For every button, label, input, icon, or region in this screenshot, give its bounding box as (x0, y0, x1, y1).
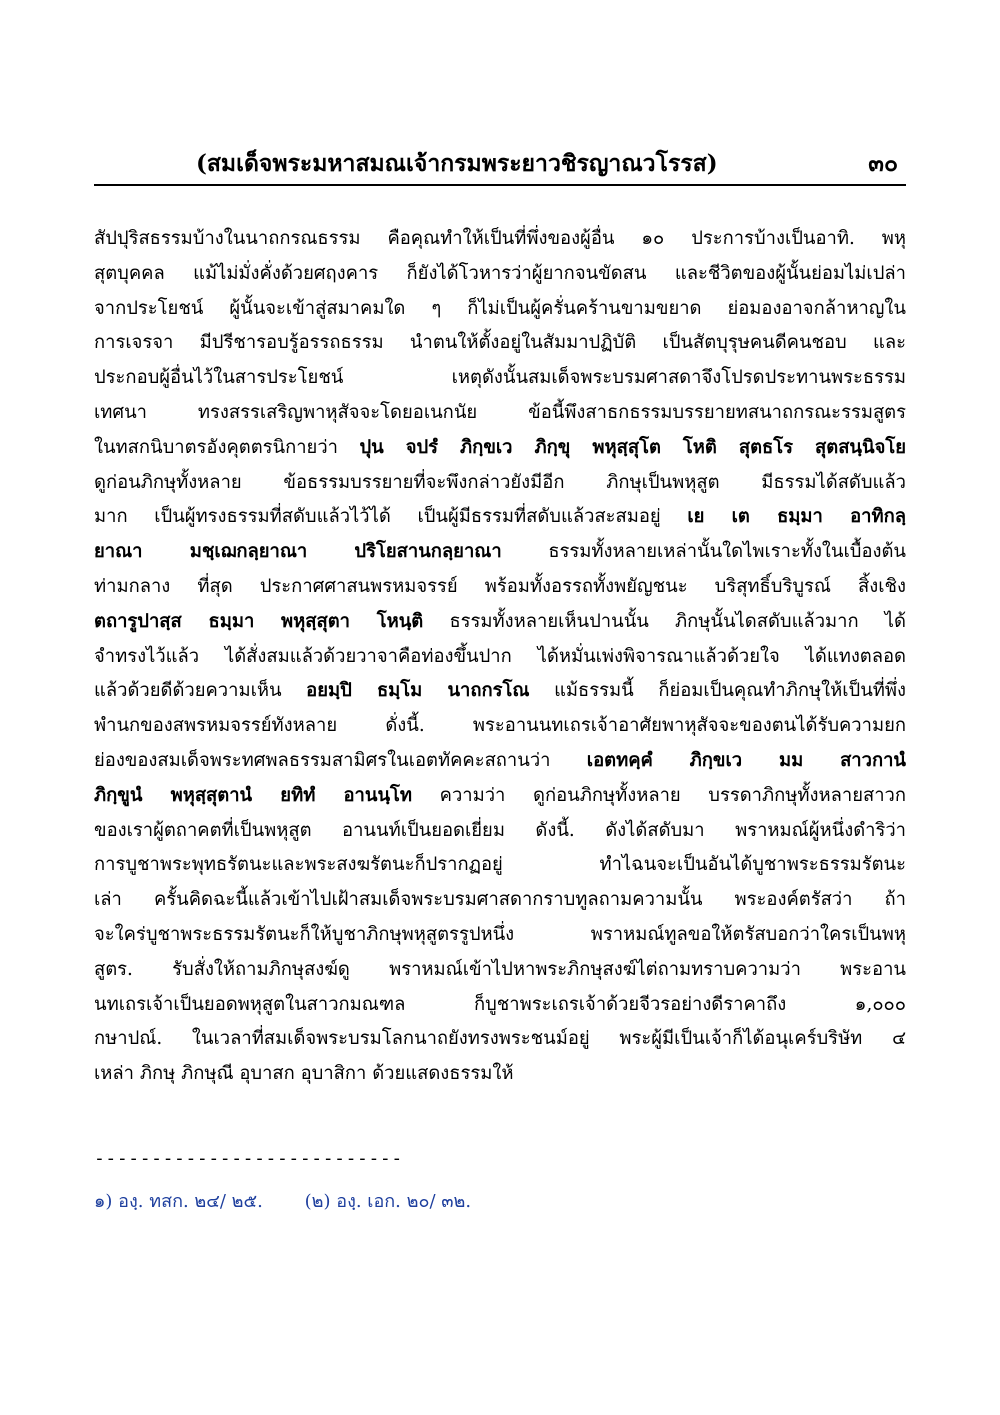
text-segment: การบูชาพระพุทธรัตนะและพระสงฆรัตนะก็ปรากฏอยู่ ทำไฉนจะเป็นอันได้บูชาพระธรรมรัตนะ (94, 854, 906, 876)
text-line (94, 361, 906, 396)
pali-quote: เย เต ธมฺมา อาทิกลฺ (687, 506, 906, 528)
text-segment: จากประโยชน์ ผู้นั้นจะเข้าสู่สมาคมใด ๆ ก็ไม่เป็นผู้ครั่นคร้านขามขยาด ย่อมองอาจกล้าหาญใน (94, 297, 906, 319)
text-line (94, 1022, 906, 1057)
text-line (94, 918, 906, 953)
pali-quote: อยมฺปิ ธมฺโม นาถกรโณ (306, 680, 530, 702)
text-segment: เล่า ครั้นคิดฉะนี้แล้วเข้าไปเฝ้าสมเด็จพระบรมศาสดากราบทูลถามความนั้น พระองค์ตรัสว่า ถ้า (94, 889, 906, 911)
footnotes (94, 1186, 507, 1215)
pali-quote: เอตทคฺคํ ภิกฺขเว มม สาวกานํ (586, 749, 906, 771)
pali-quote: ภิกฺขูนํ พหุสฺสุตานํ ยทิทํ อานนฺโท (94, 784, 413, 806)
running-title: (สมเด็จพระมหาสมณเจ้ากรมพระยาวชิรญาณวโรรส) (196, 150, 718, 177)
text-line (94, 292, 906, 327)
text-line (94, 953, 906, 988)
text-segment: แล้วด้วยดีด้วยความเห็น (94, 680, 307, 702)
text-line (94, 257, 906, 292)
text-segment: สุตบุคคล แม้ไม่มั่งคั่งด้วยศฤงคาร ก็ยังได้โวหารว่าผู้ยากจนขัดสน และชีวิตของผู้นั้นย่อมไม่เปล่า (94, 262, 906, 284)
text-segment: ท่ามกลาง ที่สุด ประกาศศาสนพรหมจรรย์ พร้อมทั้งอรรถทั้งพยัญชนะ บริสุทธิ์บริบูรณ์ สิ้งเชิง (94, 575, 906, 597)
text-line (94, 1057, 906, 1092)
text-line (94, 988, 906, 1023)
pali-quote: ยาณา มชฺเฌกลฺยาณา ปริโยสานกลฺยาณา (94, 541, 502, 563)
footnote-separator: --------------------------- (94, 1148, 403, 1169)
text-segment: การเจรจา มีปรีชารอบรู้อรรถธรรม นำตนให้ตั้งอยู่ในสัมมาปฏิบัติ เป็นสัตบุรุษคนดีคนชอบ และ (94, 332, 906, 354)
text-segment: เทศนา ทรงสรรเสริญพาหุสัจจะโดยอเนกนัย ข้อนี้พึงสาธกธรรมบรรยายทสนาถกรณะรรมสูตร (94, 401, 906, 423)
pali-quote: ตถารูปาสฺส ธมฺมา พหุสฺสุตา โหนฺติ (94, 610, 424, 632)
text-line (94, 883, 906, 918)
text-segment: ในทสกนิบาตรอังคุตตรนิกายว่า (94, 436, 360, 458)
text-line (94, 779, 906, 814)
text-segment: พำนกของสพรหมจรรย์ทังหลาย ดั่งนี้. พระอานนทเถรเจ้าอาศัยพาหุสัจจะของตนได้รับความยก (94, 715, 906, 737)
text-segment: เหล่า ภิกษุ ภิกษุณี อุบาสก อุบาสิกา ด้วยแสดงธรรมให้ (94, 1063, 514, 1085)
footnote-1: ๑) องฺ. ทสก. ๒๔/ ๒๕. (94, 1191, 263, 1212)
text-line (94, 848, 906, 883)
text-line (94, 605, 906, 640)
text-line (94, 570, 906, 605)
text-segment: จะใคร่บูชาพระธรรมรัตนะก็ให้บูชาภิกษุพหุสูตรรูปหนึ่ง พราหมณ์ทูลขอให้ตรัสบอกว่าใครเป็นพหุ (94, 923, 906, 945)
text-segment: ธรรมทั้งหลายเห็นปานนั้น ภิกษุนั้นไดสดับแล้วมาก ได้ (423, 610, 906, 632)
text-segment: แม้ธรรมนี้ ก็ย่อมเป็นคุณทำภิกษุให้เป็นที่พึ่ง (529, 680, 906, 702)
text-segment: ดูก่อนภิกษุทั้งหลาย ข้อธรรมบรรยายที่จะพึงกล่าวยังมีอีก ภิกษุเป็นพหุสูต มีธรรมได้สดับแล้ว (94, 471, 906, 493)
text-segment: ของเราผู้ตถาคตที่เป็นพหุสูต อานนท์เป็นยอดเยี่ยม ดังนี้. ดังได้สดับมา พราหมณ์ผู้หนึ่งดำริว่า (94, 819, 906, 841)
text-segment: กษาปณ์. ในเวลาที่สมเด็จพระบรมโลกนาถยังทรงพระชนม์อยู่ พระผู้มีเป็นเจ้าก็ได้อนุเคร์บริษัท ๔ (94, 1028, 906, 1050)
footnote-2: (๒) องฺ. เอก. ๒๐/ ๓๒. (304, 1191, 472, 1212)
body-paragraph (94, 222, 906, 1092)
text-line (94, 674, 906, 709)
text-line (94, 431, 906, 466)
text-line (94, 640, 906, 675)
text-segment: ความว่า ดูก่อนภิกษุทั้งหลาย บรรดาภิกษุทั้งหลายสาวก (412, 784, 906, 806)
pali-quote: ปุน จปรํ ภิกฺขเว ภิกฺขุ พหุสฺสุโต โหติ สุตธโร สุตสนฺนิจโย (359, 436, 906, 458)
text-line (94, 396, 906, 431)
text-line (94, 709, 906, 744)
text-segment: ย่องของสมเด็จพระทศพลธรรมสามิศรในเอตทัคคะสถานว่า (94, 749, 587, 771)
text-segment: นทเถรเจ้าเป็นยอดพหุสูตในสาวกมณฑล ก็บูชาพระเถรเจ้าด้วยจีวรอย่างดีราคาถึง ๑,๐๐๐ (94, 993, 906, 1015)
text-segment: มาก เป็นผู้ทรงธรรมที่สดับแล้วไว้ได้ เป็นผู้มีธรรมที่สดับแล้วสะสมอยู่ (94, 506, 688, 528)
text-segment: สูตร. รับสั่งให้ถามภิกษุสงฆ์ดู พราหมณ์เข้าไปหาพระภิกษุสงฆ์ไต่ถามทราบความว่า พระอาน (94, 958, 906, 980)
text-line (94, 500, 906, 535)
text-segment: สัปปุริสธรรมบ้างในนาถกรณธรรม คือคุณทำให้เป็นที่พึ่งของผู้อื่น ๑๐ ประการบ้างเป็นอาทิ. พหุ (94, 228, 906, 249)
running-header (94, 144, 906, 186)
text-line (94, 466, 906, 501)
page-number: ๓๐ (868, 150, 898, 177)
text-line (94, 222, 906, 257)
text-segment: ธรรมทั้งหลายเหล่านั้นใดไพเราะทั้งในเบื้องต้น (501, 541, 906, 563)
text-line (94, 326, 906, 361)
text-line (94, 535, 906, 570)
text-line (94, 814, 906, 849)
text-segment: ประกอบผู้อื่นไว้ในสารประโยชน์ เหตุดังนั้นสมเด็จพระบรมศาสดาจึงโปรดประทานพระธรรม (94, 367, 906, 389)
text-line (94, 744, 906, 779)
text-segment: จำทรงไว้แล้ว ได้สั่งสมแล้วด้วยวาจาคือท่องขึ้นปาก ได้หมั่นเพ่งพิจารณาแล้วด้วยใจ ได้แทงตลอด (94, 645, 906, 667)
